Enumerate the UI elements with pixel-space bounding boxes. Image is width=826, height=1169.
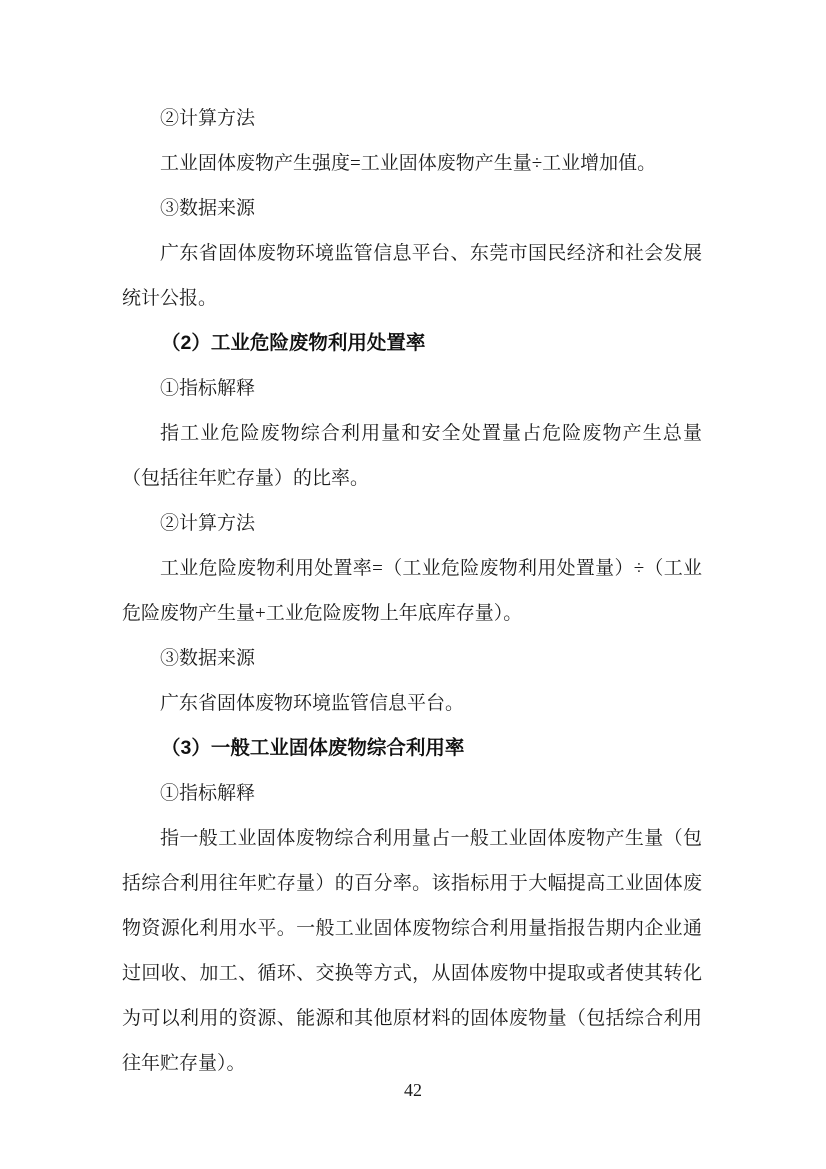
paragraph-data-source-detail-2: 广东省固体废物环境监管信息平台。: [160, 693, 465, 714]
section-heading-general-solid-waste: （3）一般工业固体废物综合利用率: [161, 737, 465, 759]
paragraph-step-indicator-def-2: ①指标解释: [160, 783, 256, 804]
paragraph-step-indicator-def-1: ①指标解释: [160, 378, 256, 399]
paragraph-step-calc-method-2: ②计算方法: [160, 513, 256, 534]
section-heading-hazardous-waste: （2）工业危险废物利用处置率: [161, 332, 426, 354]
paragraph-step-data-source-2: ③数据来源: [160, 648, 256, 669]
paragraph-data-source-detail-1: 广东省固体废物环境监管信息平台、东莞市国民经济和社会发展统计公报。: [122, 243, 702, 309]
page-number: 42: [404, 1080, 422, 1100]
paragraph-indicator-definition-1: 指工业危险废物综合利用量和安全处置量占危险废物产生总量（包括往年贮存量）的比率。: [122, 423, 702, 489]
paragraph-formula-hazardous-waste: 工业危险废物利用处置率=（工业危险废物利用处置量）÷（工业危险废物产生量+工业危险废物上年底库存量）。: [122, 558, 702, 624]
paragraph-step-data-source-1: ③数据来源: [160, 198, 256, 219]
paragraph-formula-solid-waste: 工业固体废物产生强度=工业固体废物产生量÷工业增加值。: [160, 153, 657, 174]
paragraph-step-calc-method-1: ②计算方法: [160, 108, 256, 129]
paragraph-indicator-definition-2: 指一般工业固体废物综合利用量占一般工业固体废物产生量（包括综合利用往年贮存量）的百分率。该指标用于大幅提高工业固体废物资源化利用水平。一般工业固体废物综合利用量指报告期内企业通过回收、加工、循环、交换等方式，从固体废物中提取或者使其转化为可以利用的资源、能源和其他原材料的固体废物量（包括综合利用往年贮存量）。: [122, 828, 702, 1074]
document-body: [122, 96, 702, 1086]
